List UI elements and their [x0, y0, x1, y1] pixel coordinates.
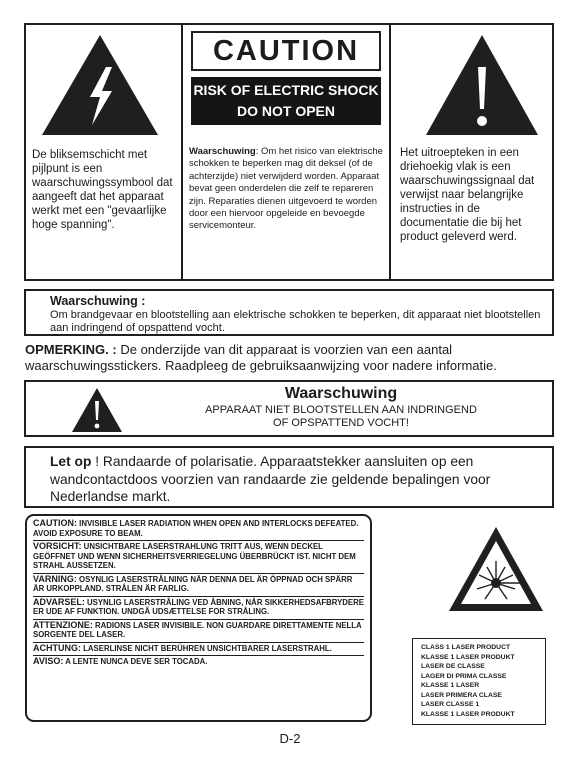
opmerking-lead: OPMERKING. : — [25, 342, 117, 357]
class-line: CLASS 1 LASER PRODUCT — [421, 644, 511, 651]
laser-row-advarsel: ADVARSEL: USYNLIG LASERSTRÅLING VED ÅBNING, NÅR SIKKERHEDSAFBRYDERE ER UDE AF FUNKTION. UNDGÅ UDSÆTTELSE FOR STRÅLING. — [33, 597, 364, 620]
laser-row-vorsicht: VORSICHT: UNSICHTBARE LASERSTRAHLUNG TRITT AUS, WENN DECKEL GEÖFFNET UND WENN SICHERHEITSVERRIEGELUNG ÜBERBRÜCKT IST. NICHT DEM STRAHL AUSSETZEN. — [33, 541, 364, 574]
laser-row-attenzione: ATTENZIONE: RADIONS LASER INVISIBILE. NON GUARDARE DIRETTAMENTE NELLA SORGENTE DEL LASER. — [33, 620, 364, 643]
caution-line2: DO NOT OPEN — [236, 103, 335, 119]
moisture-warning-title: Waarschuwing — [284, 385, 398, 402]
class-line: LAGER DI PRIMA CLASSE — [421, 672, 507, 680]
class-line: LASER CLASSE 1 — [421, 701, 480, 708]
class-line: KLASSE 1 LASER PRODUKT — [421, 710, 515, 718]
class-line: KLASSE 1 LASER PRODUKT — [421, 653, 515, 661]
opmerking-text: De onderzijde van dit apparaat is voorzien van een aantal waarschuwingsstickers. Raadpleeg de gebruiksaanwijzing voor nadere informatie. — [25, 342, 497, 373]
grounding-note-box — [24, 446, 554, 508]
class-line: LASER PRIMERA CLASE — [421, 691, 502, 699]
laser-row-varning: VARNING: OSYNLIG LASERSTRÅLNING NÄR DENNA DEL ÄR ÖPPNAD OCH SPÄRR ÄR URKOPPLAND. STRÅLEN ÄR FARLIG. — [33, 574, 364, 597]
opmerking-note — [25, 342, 557, 374]
grounding-note-body: ! Randaarde of polarisatie. Apparaatstekker aansluiten op een wandcontactdoos voorzien van randaarde zie geldende bepalingen voor Nederlandse markt. — [50, 454, 491, 504]
lightning-description: De bliksemschicht met pijlpunt is een waarschuwingssymbool dat aangeeft dat het apparaat werkt met een "gevaarlijke hoge spanning". — [32, 149, 173, 231]
top-warning-box — [24, 23, 554, 281]
laser-row-achtung: ACHTUNG: LASERLINSE NICHT BERÜHREN UNSICHTBARER LASERSTRAHL. — [33, 643, 364, 657]
fire-warning-text: Om brandgevaar en blootstelling aan elektrische schokken te beperken, dit apparaat niet blootstellen aan indringend of opspattend vocht. — [50, 309, 541, 334]
class-line: LASER DE CLASSE — [421, 663, 485, 670]
fire-warning-title: Waarschuwing : — [50, 294, 146, 308]
laser-row-aviso: AVISO: A LENTE NUNCA DEVE SER TOCADA. — [33, 656, 208, 666]
cover-warning-lead: Waarschuwing — [189, 146, 256, 157]
caution-line1: RISK OF ELECTRIC SHOCK — [193, 82, 379, 98]
fire-warning-box — [24, 289, 554, 336]
class1-laser-label — [412, 638, 546, 725]
lightning-bolt-icon — [40, 33, 160, 137]
laser-warning-icon — [447, 525, 545, 613]
moisture-warning-box — [24, 380, 554, 437]
laser-caution-label — [25, 514, 372, 722]
warning-triangle-icon — [71, 387, 123, 433]
class-line: KLASSE 1 LASER — [421, 682, 480, 689]
grounding-note-text — [50, 453, 538, 506]
cover-warning-text — [189, 146, 385, 233]
grounding-note-lead: Let op — [50, 454, 92, 469]
caution-title: CAUTION — [212, 35, 360, 67]
exclamation-description: Het uitroepteken in een driehoekig vlak is een waarschuwingssignaal dat verwijst naar belangrijke instructies in de documentatie die bij het product geleverd werd. — [400, 147, 535, 243]
cover-warning-body: : Om het risico van elektrische schokken te beperken mag dit deksel (of de achterzijde) niet verwijderd worden. Apparaat bevat geen onderdelen die zelf te repareren zijn. Reparaties dienen uitgevoerd te worden door een hiervoor opgeleide en bevoegde servicemonteur. — [189, 146, 383, 232]
page-number: D-2 — [279, 731, 301, 746]
caution-header-box — [191, 31, 381, 71]
caution-bar — [191, 77, 381, 125]
exclamation-triangle-icon — [424, 33, 540, 137]
laser-row-caution: CAUTION: INVISIBLE LASER RADIATION WHEN OPEN AND INTERLOCKS DEFEATED. AVOID EXPOSURE TO BEAM. — [33, 519, 364, 541]
moisture-warning-line2: OF OPSPATTEND VOCHT! — [273, 417, 409, 429]
moisture-warning-line1: APPARAAT NIET BLOOTSTELLEN AAN INDRINGEND — [205, 404, 477, 416]
